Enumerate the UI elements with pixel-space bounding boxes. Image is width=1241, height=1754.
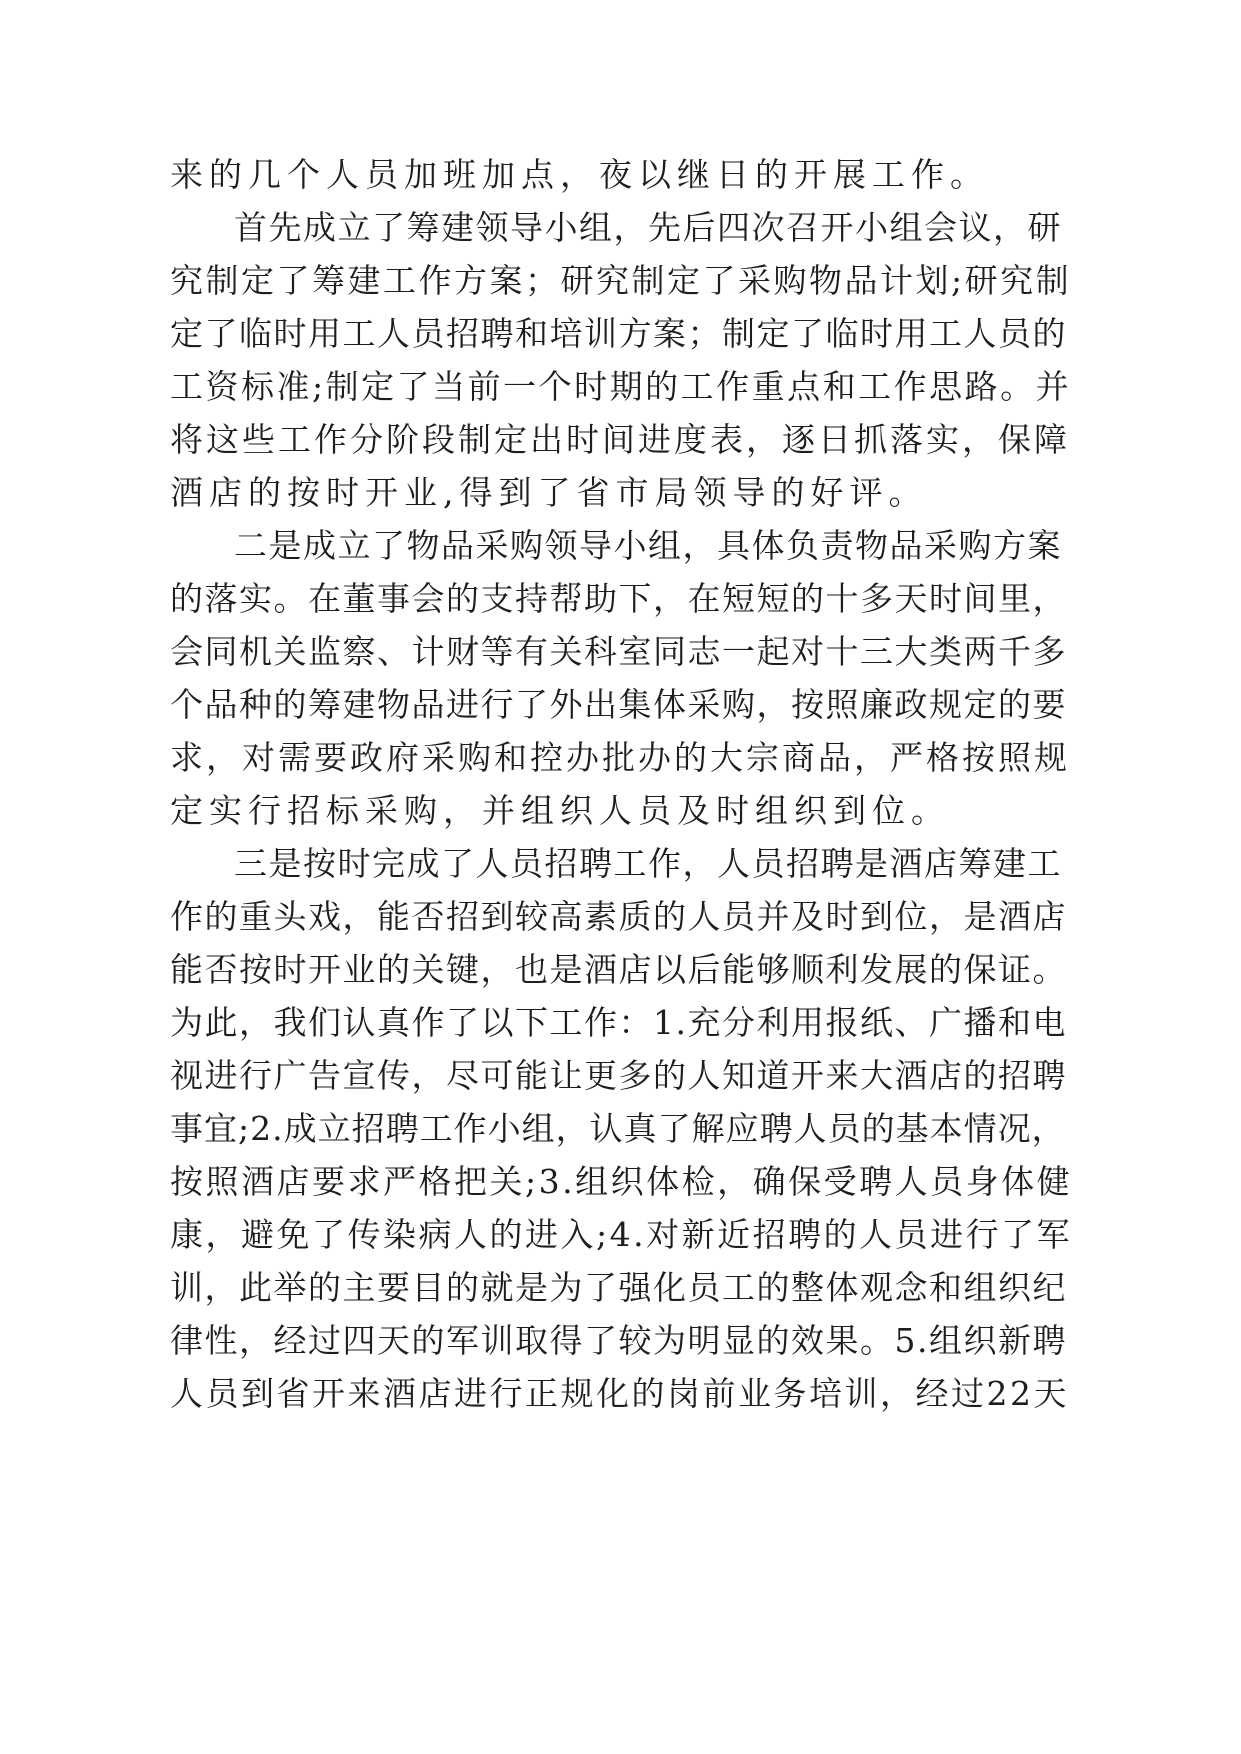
paragraph-first-line: 三是按时完成了人员招聘工作，人员招聘是酒店筹建工: [234, 844, 1062, 883]
text-line: 人员到省开来酒店进行正规化的岗前业务培训，经过22天: [170, 1374, 1069, 1413]
text-line: 个品种的筹建物品进行了外出集体采购，按照廉政规定的要: [170, 685, 1067, 724]
text-line: 工资标准;制定了当前一个时期的工作重点和工作思路。并: [170, 367, 1072, 406]
text-line: 按照酒店要求严格把关;3.组织体检，确保受聘人员身体健: [170, 1162, 1073, 1201]
text-line: 究制定了筹建工作方案；研究制定了采购物品计划;研究制: [170, 261, 1072, 300]
text-line: 的落实。在董事会的支持帮助下，在短短的十多天时间里，: [170, 579, 1067, 618]
text-line: 事宜;2.成立招聘工作小组，认真了解应聘人员的基本情况，: [170, 1109, 1066, 1148]
text-line: 会同机关监察、计财等有关科室同志一起对十三大类两千多: [170, 632, 1067, 671]
text-line: 将这些工作分阶段制定出时间进度表，逐日抓落实，保障: [170, 420, 1070, 459]
text-line: 定了临时用工人员招聘和培训方案；制定了临时用工人员的: [170, 314, 1067, 353]
text-line: 来的几个人员加班加点，夜以继日的开展工作。: [170, 155, 989, 194]
text-line: 律性，经过四天的军训取得了较为明显的效果。5.组织新聘: [170, 1321, 1067, 1360]
text-line: 酒店的按时开业,得到了省市局领导的好评。: [170, 473, 928, 512]
paragraph-first-line: 二是成立了物品采购领导小组，具体负责物品采购方案: [234, 526, 1062, 565]
text-line: 为此，我们认真作了以下工作：1.充分利用报纸、广播和电: [170, 1003, 1067, 1042]
text-line: 定实行招标采购，并组织人员及时组织到位。: [170, 791, 950, 830]
text-line: 视进行广告宣传，尽可能让更多的人知道开来大酒店的招聘: [170, 1056, 1067, 1095]
text-line: 求，对需要政府采购和控办批办的大宗商品，严格按照规: [170, 738, 1070, 777]
text-line: 康，避免了传染病人的进入;4.对新近招聘的人员进行了军: [170, 1215, 1073, 1254]
text-line: 能否按时开业的关键，也是酒店以后能够顺利发展的保证。: [170, 950, 1067, 989]
text-line: 训，此举的主要目的就是为了强化员工的整体观念和组织纪: [170, 1268, 1067, 1307]
text-line: 作的重头戏，能否招到较高素质的人员并及时到位，是酒店: [170, 897, 1067, 936]
paragraph-first-line: 首先成立了筹建领导小组，先后四次召开小组会议，研: [234, 208, 1062, 247]
